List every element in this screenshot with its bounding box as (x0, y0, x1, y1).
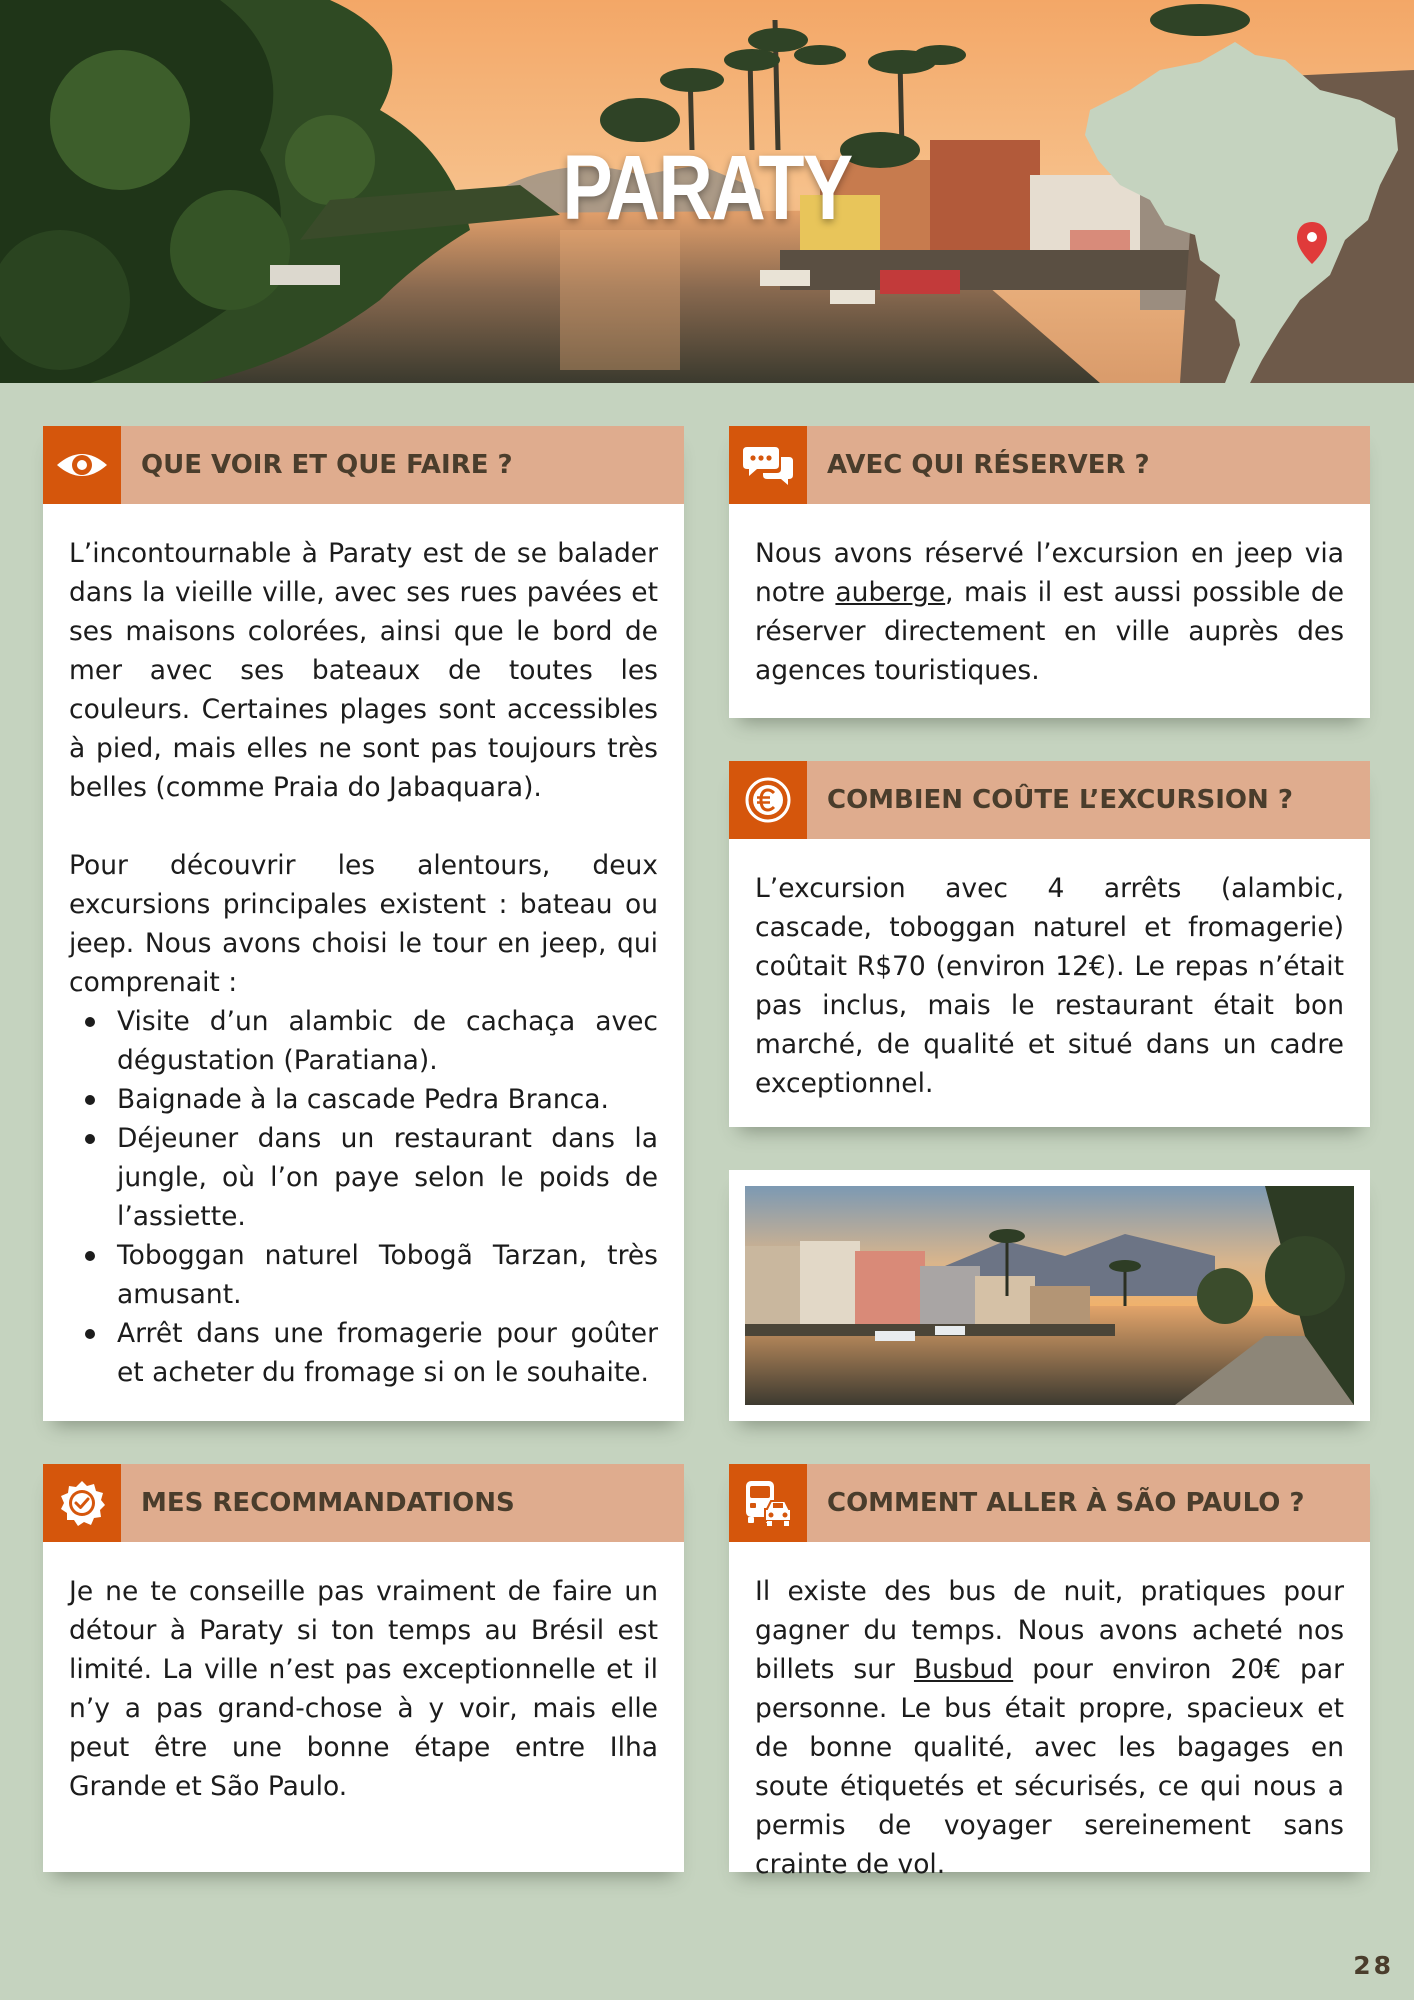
hero-banner (0, 0, 1414, 383)
list-item: Visite d’un alambic de cachaça avec dégustation (Paratiana). (69, 1002, 658, 1080)
euro-icon (729, 761, 807, 839)
card-sao-paulo (729, 1464, 1370, 1880)
transport-paragraph: Il existe des bus de nuit, pratiques pour gagner du temps. Nous avons acheté nos billets sur Busbud pour environ 20€ par personne. Le bus était propre, spacieux et de bonne qualité, avec les bagages en soute étiquetés et sécurisés, ce qui nous a permis de voyager sereinement sans crainte de vol. (755, 1576, 1344, 1880)
card-avec-qui (729, 426, 1370, 718)
card-que-voir (43, 426, 684, 1421)
card-recommandations (43, 1464, 684, 1872)
card-header (729, 761, 1370, 839)
lead-paragraph: Pour découvrir les alentours, deux excursions principales existent : bateau ou jeep. Nous avons choisi le tour en jeep, qui comprenait : (69, 850, 658, 998)
list-item: Arrêt dans une fromagerie pour goûter et acheter du fromage si on le souhaite. (69, 1314, 658, 1392)
card-header (43, 1464, 684, 1542)
recommendation-paragraph: Je ne te conseille pas vraiment de faire un détour à Paraty si ton temps au Brésil est limité. La ville n’est pas exceptionnelle et il n’y a pas grand-chose à y voir, mais elle peut être une bonne étape entre Ilha Grande et São Paulo. (69, 1576, 658, 1802)
eye-icon (43, 426, 121, 504)
card-body (729, 504, 1370, 716)
card-header (729, 426, 1370, 504)
intro-paragraph: L’incontournable à Paraty est de se balader dans la vieille ville, avec ses rues pavées et ses maisons colorées, ainsi que le bord de mer avec ses bateaux de toutes les couleurs. Certaines plages sont accessibles à pied, mais elles ne sont pas toujours très belles (comme Praia do Jabaquara). (69, 538, 658, 803)
card-body (43, 504, 684, 1418)
bus-car-icon (729, 1464, 807, 1542)
booking-paragraph: Nous avons réservé l’excursion en jeep via notre auberge, mais il est aussi possible de réserver directement en ville auprès des agences touristiques. (755, 538, 1344, 686)
chat-bubbles-icon (729, 426, 807, 504)
list-item: Toboggan naturel Tobogã Tarzan, très amusant. (69, 1236, 658, 1314)
price-paragraph: L’excursion avec 4 arrêts (alambic, cascade, toboggan naturel et fromagerie) coûtait R$70 (environ 12€). Le repas n’était pas inclus, mais le restaurant était bon marché, de qualité et situé dans un cadre exceptionnel. (755, 873, 1344, 1099)
badge-check-icon (43, 1464, 121, 1542)
page-number: 28 (1353, 1951, 1394, 1980)
card-header (43, 426, 684, 504)
busbud-link[interactable]: Busbud (913, 1654, 1014, 1685)
card-body (43, 1542, 684, 1832)
card-title: COMBIEN COÛTE L’EXCURSION ? (827, 785, 1293, 815)
page-title: PARATY (562, 137, 852, 239)
card-combien (729, 761, 1370, 1127)
list-item: Baignade à la cascade Pedra Branca. (69, 1080, 658, 1119)
card-body (729, 839, 1370, 1129)
paraty-waterfront-photo (745, 1186, 1354, 1405)
card-body (729, 1542, 1370, 1910)
list-item: Déjeuner dans un restaurant dans la jungle, où l’on paye selon le poids de l’assiette. (69, 1119, 658, 1236)
excursion-list (69, 1002, 658, 1392)
card-title: QUE VOIR ET QUE FAIRE ? (141, 450, 513, 480)
card-title: AVEC QUI RÉSERVER ? (827, 450, 1150, 480)
card-header (729, 1464, 1370, 1542)
card-title: COMMENT ALLER À SÃO PAULO ? (827, 1488, 1305, 1518)
card-title: MES RECOMMANDATIONS (141, 1488, 515, 1518)
photo-card (729, 1170, 1370, 1421)
auberge-link[interactable]: auberge (835, 577, 946, 608)
